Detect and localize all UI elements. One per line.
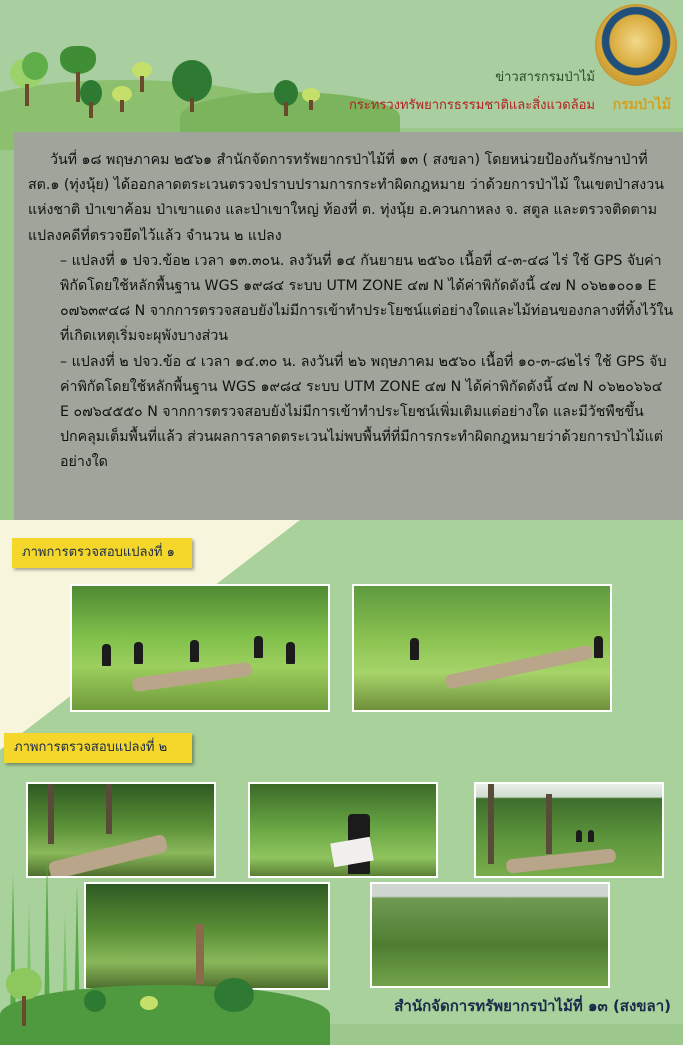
article-body [28,148,674,476]
plot2-photo-2 [248,782,438,878]
intro-paragraph: วันที่ ๑๘ พฤษภาคม ๒๕๖๑ สำนักจัดการทรัพยากรป่าไม้ที่ ๑๓ ( สงขลา) โดยหน่วยป้องกันรักษาป่าที่ สต.๑ (ทุ่งนุ้ย) ได้ออกลาดตระเวนตรวจปราบปรามการกระทำผิดกฎหมาย ว่าด้วยการป่าไม้ ในเขตป่าสงวนแห่งชาติ ป่าเขาค้อม ป่าเขาแดง และป่าเขาใหญ่ ท้องที่ ต. ทุ่งนุ้ย อ.ควนกาหลง จ. สตูล และตรวจติดตามแปลงคดีที่ตรวจยึดไว้แล้ว จำนวน ๒ แปลง [28,152,664,244]
logo-caption: กรมป่าไม้ [612,97,671,113]
plot2-photo-5 [370,882,610,988]
footer-organization: สำนักจัดการทรัพยากรป่าไม้ที่ ๑๓ (สงขลา) [394,997,671,1015]
plot1-paragraph: – แปลงที่ ๑ ปจว.ข้อ๒ เวลา ๑๓.๓๐น. ลงวันที่ ๑๔ กันยายน ๒๕๖๐ เนื้อที่ ๔-๓-๔๘ ไร่ ใช้ GPS จับค่าพิกัดโดยใช้หลักพื้นฐาน WGS ๑๙๘๔ ระบบ UTM ZONE ๔๗ N ได้ค่าพิกัดดังนี้ ๔๗ N ๐๖๒๑๐๐๑ E ๐๗๖๓๙๔๘ N จากการตรวจสอบยังไม่มีการเข้าทำประโยชน์แต่อย่างใดและไม้ท่อนของกลางที่ทิ้งไว้ในที่เกิดเหตุเริ่มจะผุพังบางส่วน [60,252,674,345]
plot1-photos-label: ภาพการตรวจสอบแปลงที่ ๑ [12,538,192,568]
plot1-photo-2 [352,584,612,712]
plot2-photos-label: ภาพการตรวจสอบแปลงที่ ๒ [4,733,192,763]
plot2-paragraph: – แปลงที่ ๒ ปจว.ข้อ ๔ เวลา ๑๔.๓๐ น. ลงวันที่ ๒๖ พฤษภาคม ๒๕๖๐ เนื้อที่ ๑๐-๓-๘๒ไร่ ใช้ GPS จับค่าพิกัดโดยใช้หลักพื้นฐาน WGS ๑๙๘๔ ระบบ UTM ZONE ๔๗ N ได้ค่าพิกัดดังนี้ ๔๗ N ๐๖๒๐๖๖๔ E ๐๗๖๔๕๕๐ N จากการตรวจสอบยังไม่มีการเข้าทำประโยชน์เพิ่มเติมแต่อย่างใด และมีวัชพืชขึ้นปกคลุมเต็มพื้นที่แล้ว ส่วนผลการลาดตระเวนไม่พบพื้นที่ที่มีการกระทำผิดกฎหมายว่าด้วยการป่าไม้แต่อย่างใด [60,353,667,471]
hill-decoration [0,985,330,1045]
newsletter-title: ข่าวสารกรมป่าไม้ [495,70,595,85]
plot2-photo-4 [84,882,330,990]
plot1-photo-1 [70,584,330,712]
ministry-title: กระทรวงทรัพยากรธรรมชาติและสิ่งแวดล้อม [348,98,595,113]
plot2-photo-3 [474,782,664,878]
royal-forest-department-logo [597,6,675,84]
